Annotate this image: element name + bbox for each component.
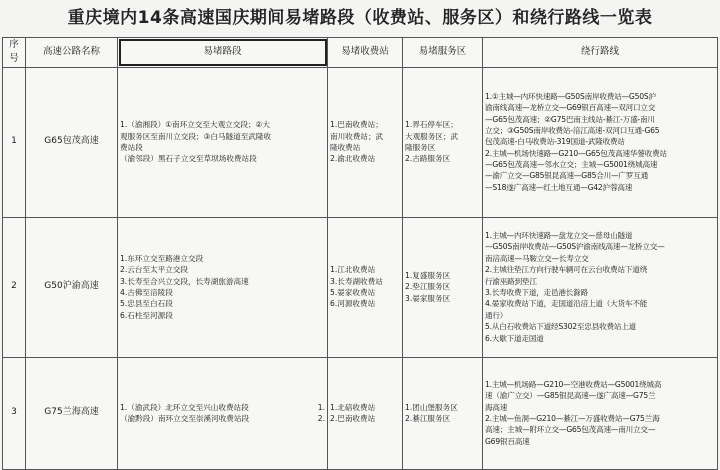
congested-service-areas xyxy=(403,67,483,217)
detour-line: 6.大歇下道走国道 xyxy=(485,333,544,343)
segment-text: （渝黔段）南环立交至崇溪河收费站段 xyxy=(120,414,250,423)
header-cell: 高速公路名称 xyxy=(26,38,118,68)
detour-line: 南涪高速—马鞍立交—长寿立交 xyxy=(485,253,589,263)
header-cell: 序号 xyxy=(3,38,26,68)
detour-line: 3.长寿收费下道，走邑港长滁路 xyxy=(485,288,588,297)
toll-line: 隆收费站 xyxy=(330,143,361,152)
segment-text: 1.（渝武段）北环立交至兴山收费站段 xyxy=(120,402,249,412)
detour-line: 4.晏家收费站下道，走国道沿涪上道（大货车不能 xyxy=(485,299,648,309)
detour-line: 2.主城往垫江方向行驶车辆可在云台收费站下道绕 xyxy=(485,265,648,275)
detour-routes xyxy=(483,357,718,469)
detour-line: 行渝巫路到垫江 xyxy=(485,276,537,286)
area-line: 2.綦江服务区 xyxy=(405,414,451,423)
table-row xyxy=(3,67,718,217)
detour-line: 海高速 xyxy=(485,402,508,412)
header-row xyxy=(3,38,718,68)
detour-line: 速（渝广立交）—G85银昆高速—遂广高速—G75兰 xyxy=(485,391,656,401)
toll-line: 2.渝北收费站 xyxy=(330,154,376,164)
area-line: 大观服务区；武 xyxy=(405,131,459,141)
detour-line: —G65包茂高速—邻水立交；主城—G5001绕城高速 xyxy=(485,160,658,170)
detour-line: 5.从白石收费站下道经S302至忠县收费站上道 xyxy=(485,322,637,332)
detour-line: 1.主城—机场路—G210—空港收费站—G5001绕城高 xyxy=(485,379,662,389)
segment-number: 2. xyxy=(317,414,325,423)
detour-routes xyxy=(483,217,718,357)
segment-line: 2.云台至太平立交段 xyxy=(120,265,188,275)
detour-line: 立交；③G50S南岸收费站-涪江高速-双河口互通-G65 xyxy=(485,125,660,135)
congested-segments xyxy=(118,217,328,357)
toll-line: 3.长寿湖收费站 xyxy=(330,276,383,286)
detour-line: 2.主城—鱼洞—G210—綦江—万盛收费站—G75兰海 xyxy=(485,414,660,423)
highway-name: G50沪渝高速 xyxy=(26,217,118,357)
document-title: 重庆境内14条高速国庆期间易堵路段（收费站、服务区）和绕行路线一览表 xyxy=(67,8,653,28)
congested-tolls xyxy=(328,357,403,469)
detour-line: —渝广立交—G85银昆高速—G85合川—广罗互通 xyxy=(485,171,648,181)
segment-line: 6.石柱至河源段 xyxy=(120,310,173,320)
header-cell: 易堵收费站 xyxy=(328,38,403,68)
segment-line: 1.东环立交至路港立交段 xyxy=(120,253,204,263)
area-line: 1.界石停车区； xyxy=(405,120,458,130)
toll-line: 1.北碚收费站 xyxy=(330,402,376,412)
segment-line: 3.长寿至合兴立交段，长寿湖旅游高速 xyxy=(120,276,249,286)
header-cell: 易堵服务区 xyxy=(403,38,483,68)
row-number: 2 xyxy=(3,217,26,357)
segment-line: （渝邻段）黑石子立交至草坝场收费站段 xyxy=(120,154,257,164)
detour-line: —G65包茂高速；②G75巴南主线站-綦江-万盛-南川 xyxy=(485,114,655,124)
detour-line: 包茂高速-白马收费站-319国道-武隆收费站 xyxy=(485,137,625,147)
row-number: 1 xyxy=(3,67,26,217)
segment-line: 1.（渝湘段）①南环立交至大观立交段；②大 xyxy=(120,120,270,130)
congested-tolls xyxy=(328,217,403,357)
congested-service-areas xyxy=(403,217,483,357)
toll-line: 2.巴南收费站 xyxy=(330,414,376,423)
detour-line: 高速；主城—附环立交—G65包茂高速—南川立交— xyxy=(485,425,656,435)
area-line: 3.晏家服务区 xyxy=(405,293,451,303)
detour-line: 1.主城—内环快速路—盘龙立交—慈母山隧道 xyxy=(485,231,633,241)
detour-line: 渝南线高速—龙桥立交—G69银百高速—双河口立交 xyxy=(485,103,656,113)
congested-segments xyxy=(118,67,328,217)
table-row xyxy=(3,217,718,357)
toll-line: 南川收费站；武 xyxy=(330,131,384,141)
segment-line xyxy=(120,413,325,424)
route-table xyxy=(2,37,718,470)
header-cell: 绕行路线 xyxy=(483,38,718,68)
segment-line: 观服务区至南川立交段；③白马隧道至武隆收 xyxy=(120,131,272,141)
toll-line: 6.河源收费站 xyxy=(330,299,376,309)
area-line: 1.团山堡服务区 xyxy=(405,402,458,412)
detour-line: G69银百高速 xyxy=(485,436,530,446)
detour-line: 1.①主城—内环快速路—G50S南岸收费站—G50S沪 xyxy=(485,91,656,101)
detour-line: 通行） xyxy=(485,310,508,320)
table-row xyxy=(3,357,718,469)
segment-line: 4.古佛至涪陵段 xyxy=(120,288,173,297)
toll-line: 5.晏家收费站 xyxy=(330,288,376,297)
congested-segments xyxy=(118,357,328,469)
area-line: 2.古路服务区 xyxy=(405,154,451,164)
highway-name: G65包茂高速 xyxy=(26,67,118,217)
highway-name: G75兰海高速 xyxy=(26,357,118,469)
toll-line: 1.巴南收费站； xyxy=(330,120,383,130)
detour-line: —G50S南岸收费站—G50S沪渝南线高速—龙桥立交— xyxy=(485,242,665,252)
row-number: 3 xyxy=(3,357,26,469)
detour-line: 2.主城—机场快速路—G210—G65包茂高速华蓥收费站 xyxy=(485,148,667,158)
segment-number: 1. xyxy=(317,402,325,412)
detour-line: —S18遂广高速—红土地互通—G42沪蓉高速 xyxy=(485,182,633,192)
area-line: 2.垫江服务区 xyxy=(405,282,451,292)
detour-routes xyxy=(483,67,718,217)
area-line: 1.复盛服务区 xyxy=(405,270,451,280)
segment-line: 费站段 xyxy=(120,143,143,152)
segment-line: 5.忠县至白石段 xyxy=(120,299,173,309)
segment-line xyxy=(120,402,325,413)
congested-tolls xyxy=(328,67,403,217)
congested-service-areas xyxy=(403,357,483,469)
header-cell-selected[interactable]: 易堵路段 xyxy=(118,38,328,68)
toll-line: 1.江北收费站 xyxy=(330,265,376,275)
area-line: 隆服务区 xyxy=(405,143,436,152)
